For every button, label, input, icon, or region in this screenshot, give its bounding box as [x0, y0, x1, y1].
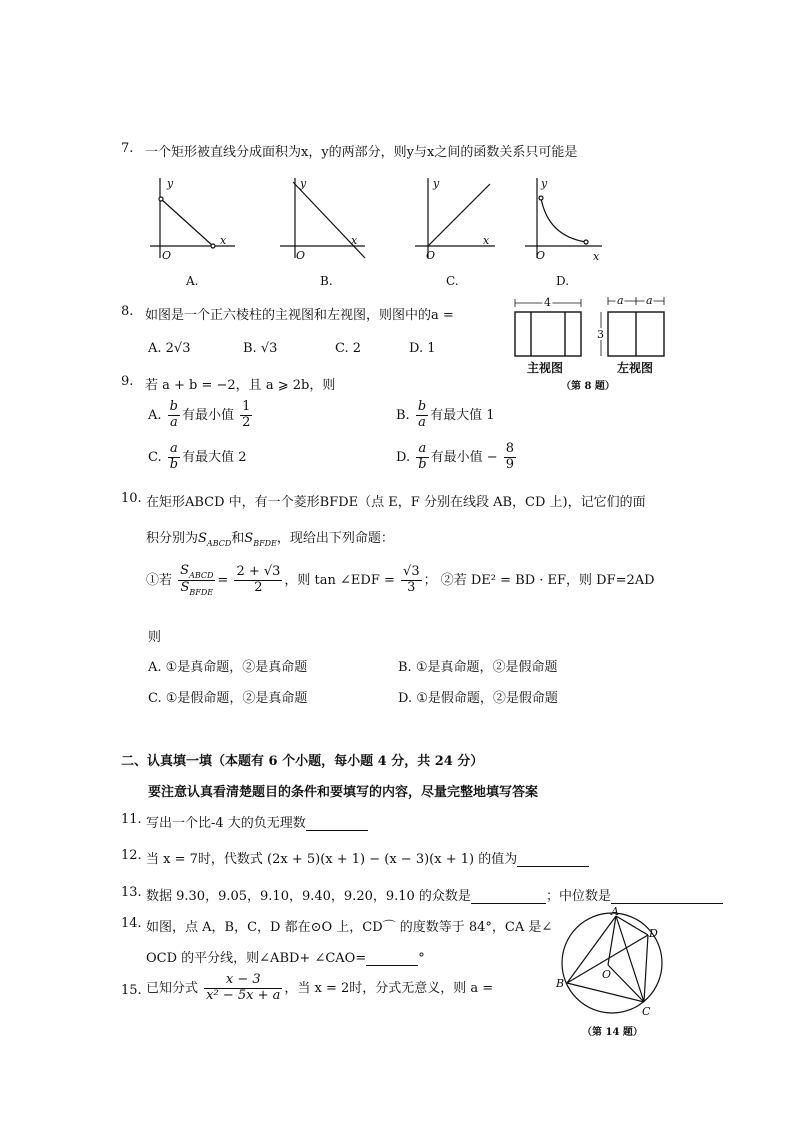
q7-b-o: O — [296, 249, 306, 262]
q7-a-y: y — [167, 177, 174, 190]
q11-answer-blank[interactable] — [306, 816, 368, 831]
q10-then: 则 — [148, 630, 162, 645]
q15-text: 已知分式 $\frac{x - 3}{\text{x² − 5x + a}}$ ，当 x = 2时，分式无意义，则 a = — [146, 972, 494, 1003]
q8-main-label: 主视图 — [527, 361, 564, 375]
q13-text: 数据 9.30，9.05，9.10，9.40，9.20，9.10 的众数是 ；中位数是 — [146, 885, 723, 904]
q13-median-blank[interactable] — [611, 889, 723, 904]
q9-text: 若 a + b = −2，且 a ⩾ 2b，则 — [145, 378, 336, 393]
q14-line2: OCD 的平分线，则∠ABD+ ∠CAO= ° — [146, 951, 425, 966]
q7-a-o: O — [162, 249, 172, 262]
q13-number: 13. — [121, 885, 142, 900]
q7-option-d: D. — [556, 274, 570, 288]
q7-c-y: y — [433, 177, 440, 190]
q11-text: 写出一个比-4 大的负无理数 — [146, 812, 368, 831]
q9-option-c: C. $\frac{a}{b}$ 有最大值 2 — [148, 441, 247, 472]
q8-dim-a2: a — [646, 294, 653, 307]
q8-number: 8. — [121, 304, 134, 319]
q7-d-y: y — [541, 177, 548, 190]
q7-number: 7. — [121, 141, 134, 156]
q7-c-x: x — [483, 234, 490, 247]
q14-caption: （第 14 题） — [582, 1027, 643, 1038]
q8-option-b: B. √3 — [243, 341, 278, 356]
q9-option-d: D. $\frac{a}{b}$ 有最小值 − $\frac{8}{9}$ — [396, 441, 515, 472]
q7-d-x: x — [593, 250, 600, 263]
q7-b-y: y — [300, 177, 307, 190]
q9-option-a: A. $\frac{b}{a}$ 有最小值 $\frac{1}{2}$ — [148, 399, 251, 430]
q13-mode-blank[interactable] — [471, 889, 546, 904]
q8-figure — [505, 293, 685, 398]
q8-caption: （第 8 题） — [561, 381, 615, 392]
q12-answer-blank[interactable] — [517, 852, 589, 867]
q12-number: 12. — [121, 848, 142, 863]
q10-number: 10. — [121, 491, 142, 506]
q12-text: 当 x = 7时，代数式 (2x + 5)(x + 1) − (x − 3)(x + 1) 的值为 — [146, 848, 589, 867]
q7-text: 一个矩形被直线分成面积为x，y的两部分，则y与x之间的函数关系只可能是 — [145, 145, 578, 160]
q10-option-b: B. ①是真命题，②是假命题 — [398, 660, 558, 675]
q14-pt-b: B — [556, 977, 565, 990]
q7-option-c: C. — [446, 274, 459, 288]
q8-main-view — [515, 312, 581, 356]
q10-line1: 在矩形ABCD 中，有一个菱形BFDE（点 E，F 分别在线段 AB，CD 上)，记它们的面 — [146, 495, 646, 510]
q8-option-a: A. 2√3 — [148, 341, 191, 356]
q10-option-a: A. ①是真命题，②是真命题 — [148, 660, 308, 675]
q10-conditions: ①若 $\frac{S_{ABCD}}{S_{BFDE}}$ = $\frac{2 + √3}{2}$ ，则 tan ∠EDF = $\frac{√3}{3}$ ； ②若 DE² = BD · EF，则 DF=2AD — [146, 563, 655, 598]
q10-option-d: D. ①是假命题，②是假命题 — [398, 691, 558, 706]
q7-option-a: A. — [186, 274, 199, 288]
q8-left-label: 左视图 — [617, 361, 654, 375]
q14-figure — [550, 905, 680, 1040]
q8-option-d: D. 1 — [409, 341, 436, 356]
section2-title: 二、认真填一填（本题有 6 个小题，每小题 4 分，共 24 分） — [121, 754, 484, 769]
q7-b-x: x — [351, 234, 358, 247]
section2-note: 要注意认真看清楚题目的条件和要填写的内容，尽量完整地填写答案 — [148, 785, 539, 800]
q8-text: 如图是一个正六棱柱的主视图和左视图，则图中的a = — [145, 308, 454, 323]
q7-d-o: O — [536, 249, 546, 262]
q7-c-o: O — [426, 249, 436, 262]
q7-graphs — [140, 170, 620, 295]
q14-number: 14. — [121, 916, 142, 931]
q14-pt-c: C — [642, 1005, 651, 1018]
q10-line2: 积分别为$S_{ABCD}$和$S_{BFDE}$，现给出下列命题： — [146, 531, 394, 548]
q8-dim-3: 3 — [597, 328, 604, 341]
q14-pt-a: A — [611, 905, 619, 918]
q8-dim-4: 4 — [544, 296, 551, 309]
q14-line1: 如图，点 A，B，C，D 都在⊙O 上，CD⌒ 的度数等于 84°，CA 是∠ — [146, 920, 553, 935]
q14-answer-blank[interactable] — [366, 951, 418, 966]
q7-a-x: x — [220, 234, 227, 247]
q9-number: 9. — [121, 374, 134, 389]
q11-number: 11. — [121, 812, 142, 827]
q15-number: 15. — [121, 983, 142, 998]
q10-option-c: C. ①是假命题，②是真命题 — [148, 691, 308, 706]
q8-dim-a1: a — [617, 294, 624, 307]
q9-option-b: B. $\frac{b}{a}$ 有最大值 1 — [396, 399, 495, 430]
q14-pt-o: O — [602, 968, 612, 981]
q14-pt-d: D — [649, 927, 658, 940]
q8-option-c: C. 2 — [335, 341, 362, 356]
q7-graph-d — [525, 178, 602, 258]
q7-option-b: B. — [320, 274, 333, 288]
q14-circle — [562, 913, 662, 1013]
